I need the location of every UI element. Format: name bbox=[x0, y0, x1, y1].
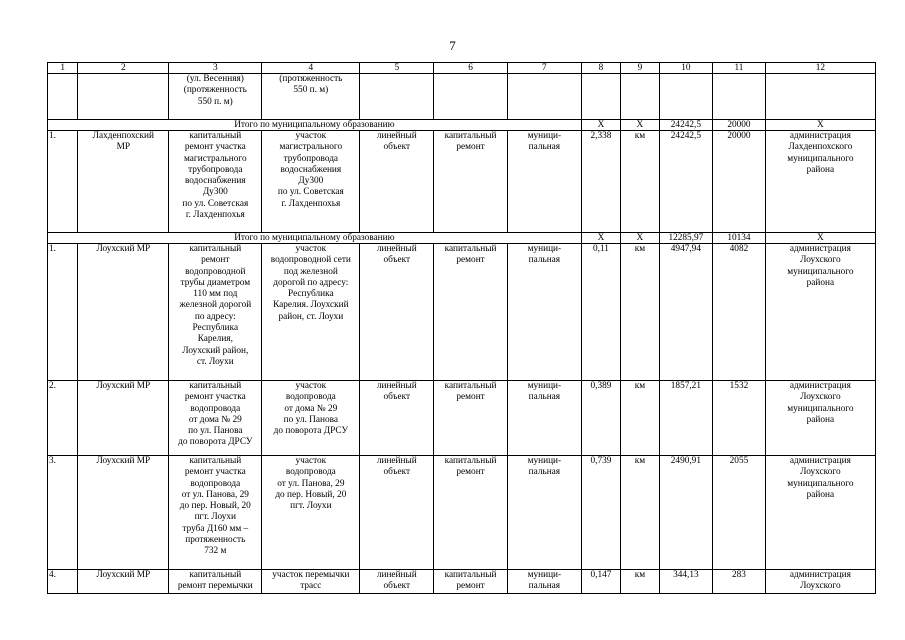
cost-cell: 4947,94 bbox=[659, 244, 713, 381]
total-row bbox=[48, 120, 876, 131]
column-number: 6 bbox=[434, 63, 508, 74]
cost-cell: 24242,5 bbox=[659, 131, 713, 233]
unit-cell: км bbox=[621, 381, 659, 456]
district-cell: Лоухский МР bbox=[78, 381, 169, 456]
total-budget: 10134 bbox=[713, 233, 766, 244]
total-cell: Х bbox=[765, 120, 875, 131]
object-type-cell: линейный объект bbox=[360, 456, 434, 570]
object-location-cell: участок перемычки трасс bbox=[262, 570, 360, 594]
object-type-cell: линейный объект bbox=[360, 570, 434, 594]
table-row bbox=[48, 570, 876, 594]
row-number: 2. bbox=[48, 381, 78, 456]
object-name-cell: капитальный ремонт участка водопровода от ул. Панова, 29 до пер. Новый, 20 пгт. Лоухи труба Д160 мм – протяженность 732 м bbox=[169, 456, 262, 570]
column-number: 2 bbox=[78, 63, 169, 74]
length-cell: 0,147 bbox=[581, 570, 620, 594]
length-cell: 0,11 bbox=[581, 244, 620, 381]
total-cell: Х bbox=[581, 120, 620, 131]
district-cell: Лоухский МР bbox=[78, 244, 169, 381]
total-cell: Х bbox=[581, 233, 620, 244]
work-type-cell: капитальный ремонт bbox=[434, 381, 508, 456]
object-location-cell: участок магистрального трубопровода водоснабжения Ду300 по ул. Советская г. Лахденпохья bbox=[262, 131, 360, 233]
investment-table bbox=[47, 62, 876, 594]
unit-cell: км bbox=[621, 456, 659, 570]
object-type-cell: линейный объект bbox=[360, 131, 434, 233]
ownership-cell: муници- пальная bbox=[507, 244, 581, 381]
row-number: 1. bbox=[48, 244, 78, 381]
budget-cell: 20000 bbox=[713, 131, 766, 233]
column-number: 12 bbox=[765, 63, 875, 74]
object-location-cell: участок водопровода от дома № 29 по ул. Панова до поворота ДРСУ bbox=[262, 381, 360, 456]
unit-cell: км bbox=[621, 244, 659, 381]
district-cell: Лоухский МР bbox=[78, 456, 169, 570]
column-number: 7 bbox=[507, 63, 581, 74]
table-row bbox=[48, 244, 876, 381]
row-number: 4. bbox=[48, 570, 78, 594]
owner-cell: администрация Лоухского муниципального района bbox=[765, 381, 875, 456]
total-cell: Х bbox=[621, 120, 659, 131]
budget-cell: 2055 bbox=[713, 456, 766, 570]
work-type-cell: капитальный ремонт bbox=[434, 244, 508, 381]
total-cell: Х bbox=[765, 233, 875, 244]
owner-cell: администрация Лоухского bbox=[765, 570, 875, 594]
owner-cell: администрация Лоухского муниципального района bbox=[765, 456, 875, 570]
column-number: 8 bbox=[581, 63, 620, 74]
work-type-cell: капитальный ремонт bbox=[434, 456, 508, 570]
district-cell: Лоухский МР bbox=[78, 570, 169, 594]
table-row bbox=[48, 456, 876, 570]
object-type-cell: линейный объект bbox=[360, 381, 434, 456]
total-row bbox=[48, 233, 876, 244]
object-name-cell: капитальный ремонт участка магистрального трубопровода водоснабжения Ду300 по ул. Советская г. Лахденпохья bbox=[169, 131, 262, 233]
total-label: Итого по муниципальному образованию bbox=[48, 120, 582, 131]
object-type-cell: линейный объект bbox=[360, 244, 434, 381]
ownership-cell: муници- пальная bbox=[507, 381, 581, 456]
owner-cell: администрация Лоухского муниципального района bbox=[765, 244, 875, 381]
table-row bbox=[48, 131, 876, 233]
object-location-cell: участок водопроводной сети под железной дорогой по адресу: Республика Карелия. Лоухский район, ст. Лоухи bbox=[262, 244, 360, 381]
column-number: 10 bbox=[659, 63, 713, 74]
total-cost: 24242,5 bbox=[659, 120, 713, 131]
cost-cell: 2490,91 bbox=[659, 456, 713, 570]
row-number: 1. bbox=[48, 131, 78, 233]
column-number: 11 bbox=[713, 63, 766, 74]
page-number: 7 bbox=[449, 38, 456, 53]
object-location-cell: (протяженность 550 п. м) bbox=[262, 74, 360, 120]
column-number: 3 bbox=[169, 63, 262, 74]
ownership-cell: муници- пальная bbox=[507, 456, 581, 570]
object-name-cell: капитальный ремонт водопроводной трубы диаметром 110 мм под железной дорогой по адресу: Республика Карелия, Лоухский район, ст. Лоухи bbox=[169, 244, 262, 381]
unit-cell: км bbox=[621, 131, 659, 233]
row-number: 3. bbox=[48, 456, 78, 570]
column-numbers-row bbox=[48, 63, 876, 74]
work-type-cell: капитальный ремонт bbox=[434, 131, 508, 233]
object-name-cell: капитальный ремонт участка водопровода от дома № 29 по ул. Панова до поворота ДРСУ bbox=[169, 381, 262, 456]
length-cell: 0,389 bbox=[581, 381, 620, 456]
unit-cell: км bbox=[621, 570, 659, 594]
column-number: 9 bbox=[621, 63, 659, 74]
ownership-cell: муници- пальная bbox=[507, 570, 581, 594]
owner-cell: администрация Лахденпохского муниципального района bbox=[765, 131, 875, 233]
cost-cell: 1857,21 bbox=[659, 381, 713, 456]
total-label: Итого по муниципальному образованию bbox=[48, 233, 582, 244]
length-cell: 2,338 bbox=[581, 131, 620, 233]
total-cell: Х bbox=[621, 233, 659, 244]
budget-cell: 283 bbox=[713, 570, 766, 594]
column-number: 5 bbox=[360, 63, 434, 74]
column-number: 1 bbox=[48, 63, 78, 74]
budget-cell: 1532 bbox=[713, 381, 766, 456]
length-cell: 0,739 bbox=[581, 456, 620, 570]
object-name-cell: (ул. Весенняя) (протяженность 550 п. м) bbox=[169, 74, 262, 120]
district-cell: Лахденпохский МР bbox=[78, 131, 169, 233]
work-type-cell: капитальный ремонт bbox=[434, 570, 508, 594]
budget-cell: 4082 bbox=[713, 244, 766, 381]
total-cost: 12285,97 bbox=[659, 233, 713, 244]
object-name-cell: капитальный ремонт перемычки bbox=[169, 570, 262, 594]
column-number: 4 bbox=[262, 63, 360, 74]
cost-cell: 344,13 bbox=[659, 570, 713, 594]
object-location-cell: участок водопровода от ул. Панова, 29 до пер. Новый, 20 пгт. Лоухи bbox=[262, 456, 360, 570]
ownership-cell: муници- пальная bbox=[507, 131, 581, 233]
table-row bbox=[48, 381, 876, 456]
continuation-row bbox=[48, 74, 876, 120]
total-budget: 20000 bbox=[713, 120, 766, 131]
